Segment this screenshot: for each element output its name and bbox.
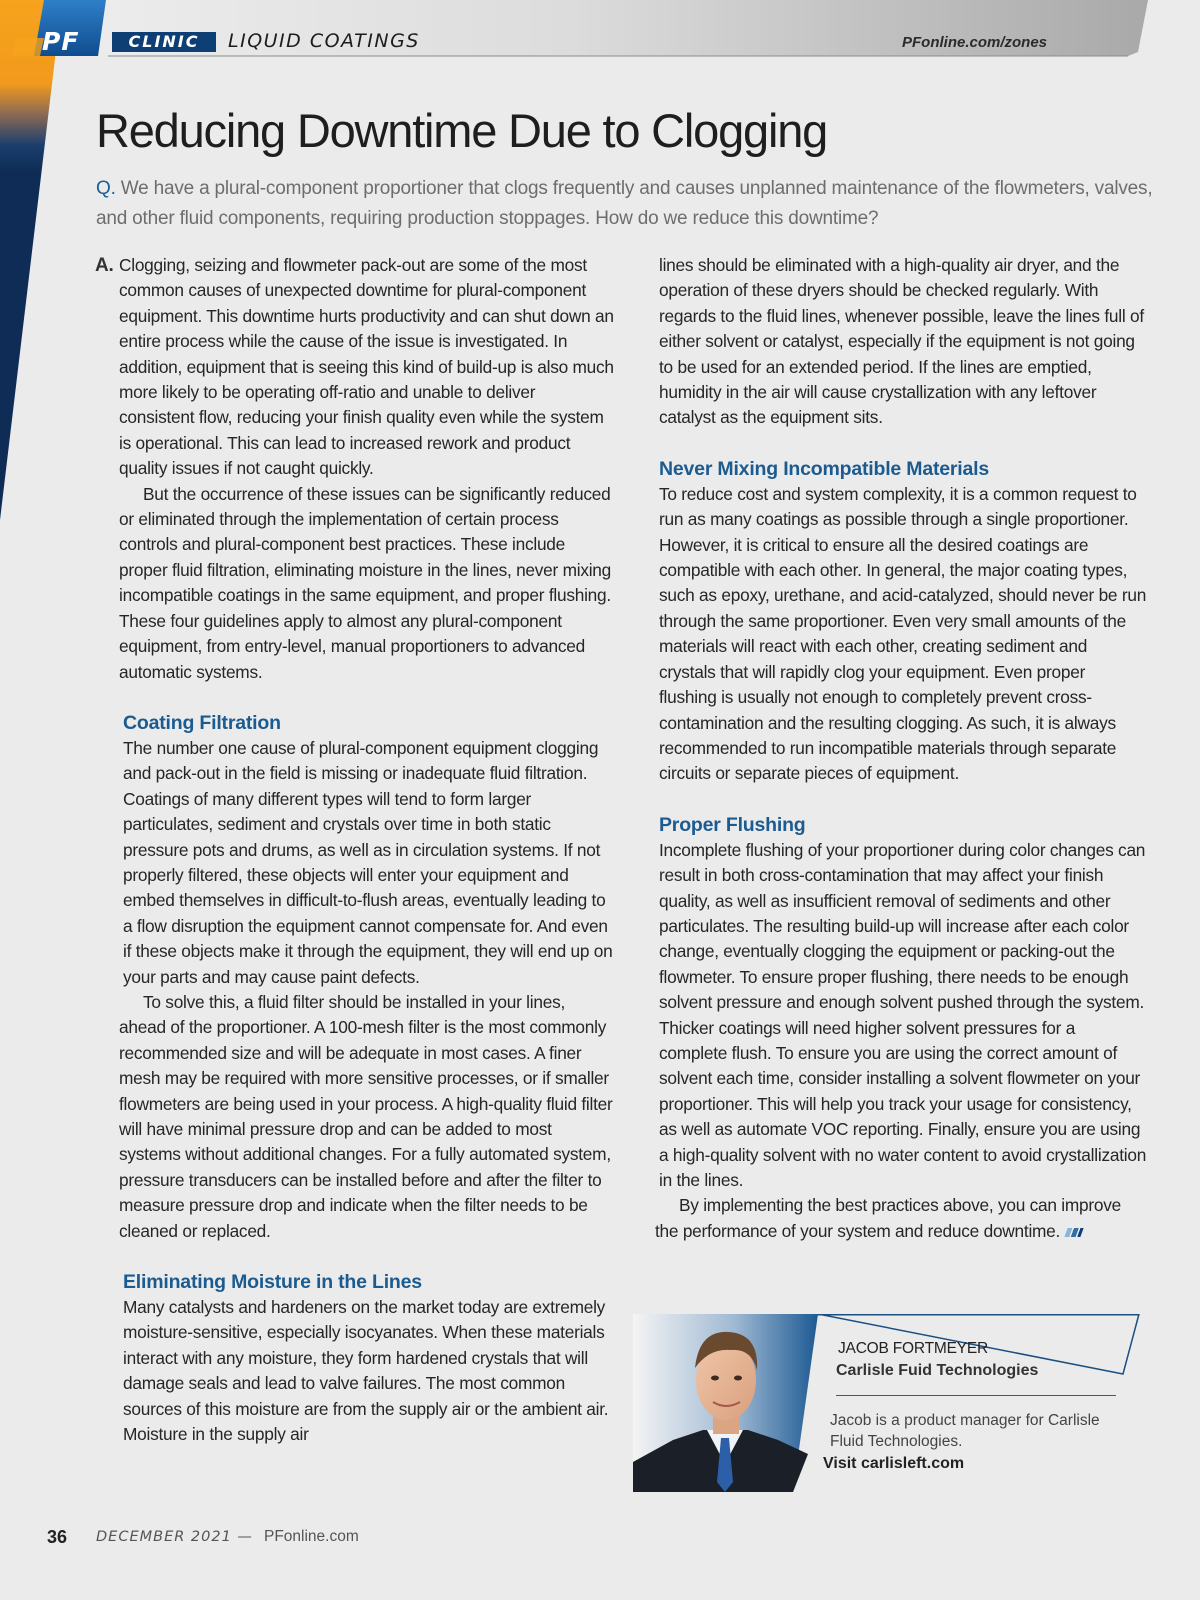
closing-text: By implementing the best practices above, you can improve the performance of your system and reduce downtime.	[655, 1195, 1122, 1241]
flushing-heading: Proper Flushing	[659, 813, 806, 836]
author-divider	[836, 1395, 1116, 1396]
incompatible-paragraph: To reduce cost and system complexity, it is a common request to run as many coatings as possible through a single proportioner. However, it is critical to ensure all the desired coatings are compatible with each other. In general, the major coating types, such as epoxy, urethane, and acid-catalyzed, should never be run through the same proportioner. Even very small amounts of the materials will react with each other, creating sediment and crystals that will rapidly clog your equipment. Even proper flushing is usually not enough to completely prevent cross-contamination and the resulting clogging. As such, it is always recommended to run incompatible materials through separate circuits or separate pieces of equipment.	[659, 483, 1147, 784]
moisture-paragraph-1: Many catalysts and hardeners on the market today are extremely moisture-sensitive, especially isocyanates. When these materials interact with any moisture, they form hardened crystals that will damage seals and lead to valve failures. The most common sources of this moisture are from the supply air or the ambient air. Moisture in the supply air	[123, 1297, 609, 1445]
filtration-heading: Coating Filtration	[123, 711, 281, 734]
clinic-badge: CLINIC	[112, 32, 216, 52]
author-photo	[633, 1314, 818, 1492]
author-visit-link[interactable]: Visit carlisleft.com	[823, 1455, 965, 1472]
page-number: 36	[47, 1527, 68, 1547]
question-text: We have a plural-component proportioner that clogs frequently and causes unplanned maintenance of the flowmeters, valves, and other fluid components, requiring production stoppages. How do we reduce this downtime?	[96, 178, 1153, 229]
answer-paragraph-1	[95, 253, 615, 482]
page-title: Reducing Downtime Due to Clogging	[96, 104, 828, 157]
question-mark: Q.	[96, 178, 116, 199]
moisture-heading: Eliminating Moisture in the Lines	[123, 1271, 422, 1294]
section-name: LIQUID COATINGS	[228, 30, 420, 52]
filtration-paragraph-2: To solve this, a fluid filter should be installed in your lines, ahead of the proportioner. A 100-mesh filter is the most commonly recommended size and will be adequate in most cases. A finer mesh may be required with more sensitive processes, or if smaller flowmeters are being used in your process. A high-quality fluid filter will have minimal pressure drop and can be added to most systems without additional changes. For a fully automated system, pressure transducers can be installed before and after the filter to measure pressure drop and indicate when the filter needs to be cleaned or replaced.	[119, 991, 613, 1241]
incompatible-heading: Never Mixing Incompatible Materials	[659, 457, 990, 480]
header-bar	[0, 0, 1200, 62]
closing-paragraph	[655, 1193, 1147, 1244]
author-name: JACOB FORTMEYER	[838, 1340, 989, 1357]
filtration-paragraph-1: The number one cause of plural-component equipment clogging and pack-out in the field is missing or inadequate fluid filtration. Coatings of many different types will tend to form larger particulates, sediment and crystals over time in both static pressure pots and drums, as well as in circulation systems. If not properly filtered, these objects will enter your equipment and embed themselves in difficult-to-flush areas, eventually leading to a flow disruption the equipment cannot compensate for. And even if these objects make it through the equipment, they will end up on your parts and may cause paint defects.	[123, 737, 613, 987]
question	[96, 174, 1156, 233]
footer-site-link[interactable]: PFonline.com	[264, 1528, 359, 1545]
zones-link[interactable]: PFonline.com/zones	[902, 34, 1048, 51]
moisture-paragraph-1-continued: lines should be eliminated with a high-quality air dryer, and the operation of these dryers should be checked regularly. With regards to the fluid lines, whenever possible, leave the lines full of either solvent or catalyst, especially if the equipment is not going to be used for an extended period. If the lines are emptied, humidity in the air will cause crystallization with any leftover catalyst as the equipment sits.	[659, 255, 1144, 428]
author-company: Carlisle Fuid Technologies	[836, 1362, 1039, 1379]
author-bio: Jacob is a product manager for Carlisle Fluid Technologies.	[830, 1412, 1100, 1450]
flushing-paragraph: Incomplete flushing of your proportioner during color changes can result in both cross-contamination that may affect your finish quality, as well as insufficient removal of sediments and other particulates. The resulting build-up will increase after each color change, eventually clogging the equipment or packing-out the flowmeter. To ensure proper flushing, there needs to be enough solvent pressure and enough solvent pushed through the system. Thicker coatings will need higher solvent pressures for a complete flush. To ensure you are using the correct amount of solvent each time, consider installing a solvent flowmeter on your proportioner. This will help you track your usage for consistency, as well as automate VOC reporting. Finally, ensure you are using a high-quality solvent with no water content to avoid crystallization in the lines.	[659, 839, 1147, 1190]
answer-paragraph-2: But the occurrence of these issues can be significantly reduced or eliminated through the implementation of certain process controls and plural-component best practices. These include proper fluid filtration, eliminating moisture in the lines, never mixing incompatible coatings in the same equipment, and proper flushing. These four guidelines apply to almost any plural-component equipment, from entry-level, manual proportioners to advanced automatic systems.	[119, 483, 612, 682]
answer-mark: A.	[95, 255, 114, 276]
article-column-left	[95, 253, 615, 1447]
article-column-right	[655, 253, 1147, 1244]
end-mark-icon	[1064, 1228, 1083, 1237]
footer-date: DECEMBER 2021 —	[96, 1529, 253, 1545]
answer-text-1: Clogging, seizing and flowmeter pack-out are some of the most common causes of unexpected downtime for plural-component equipment. This downtime hurts productivity and can shut down an entire process while the cause of the issue is investigated. In addition, equipment that is seeing this kind of build-up is also much more likely to be operating off-ratio and unable to deliver consistent flow, reducing your finish quality even while the system is operational. This can lead to increased rework and product quality issues if not caught quickly.	[119, 255, 614, 479]
pf-logo: PF	[42, 27, 80, 56]
side-stripe-graphic	[0, 0, 110, 1600]
